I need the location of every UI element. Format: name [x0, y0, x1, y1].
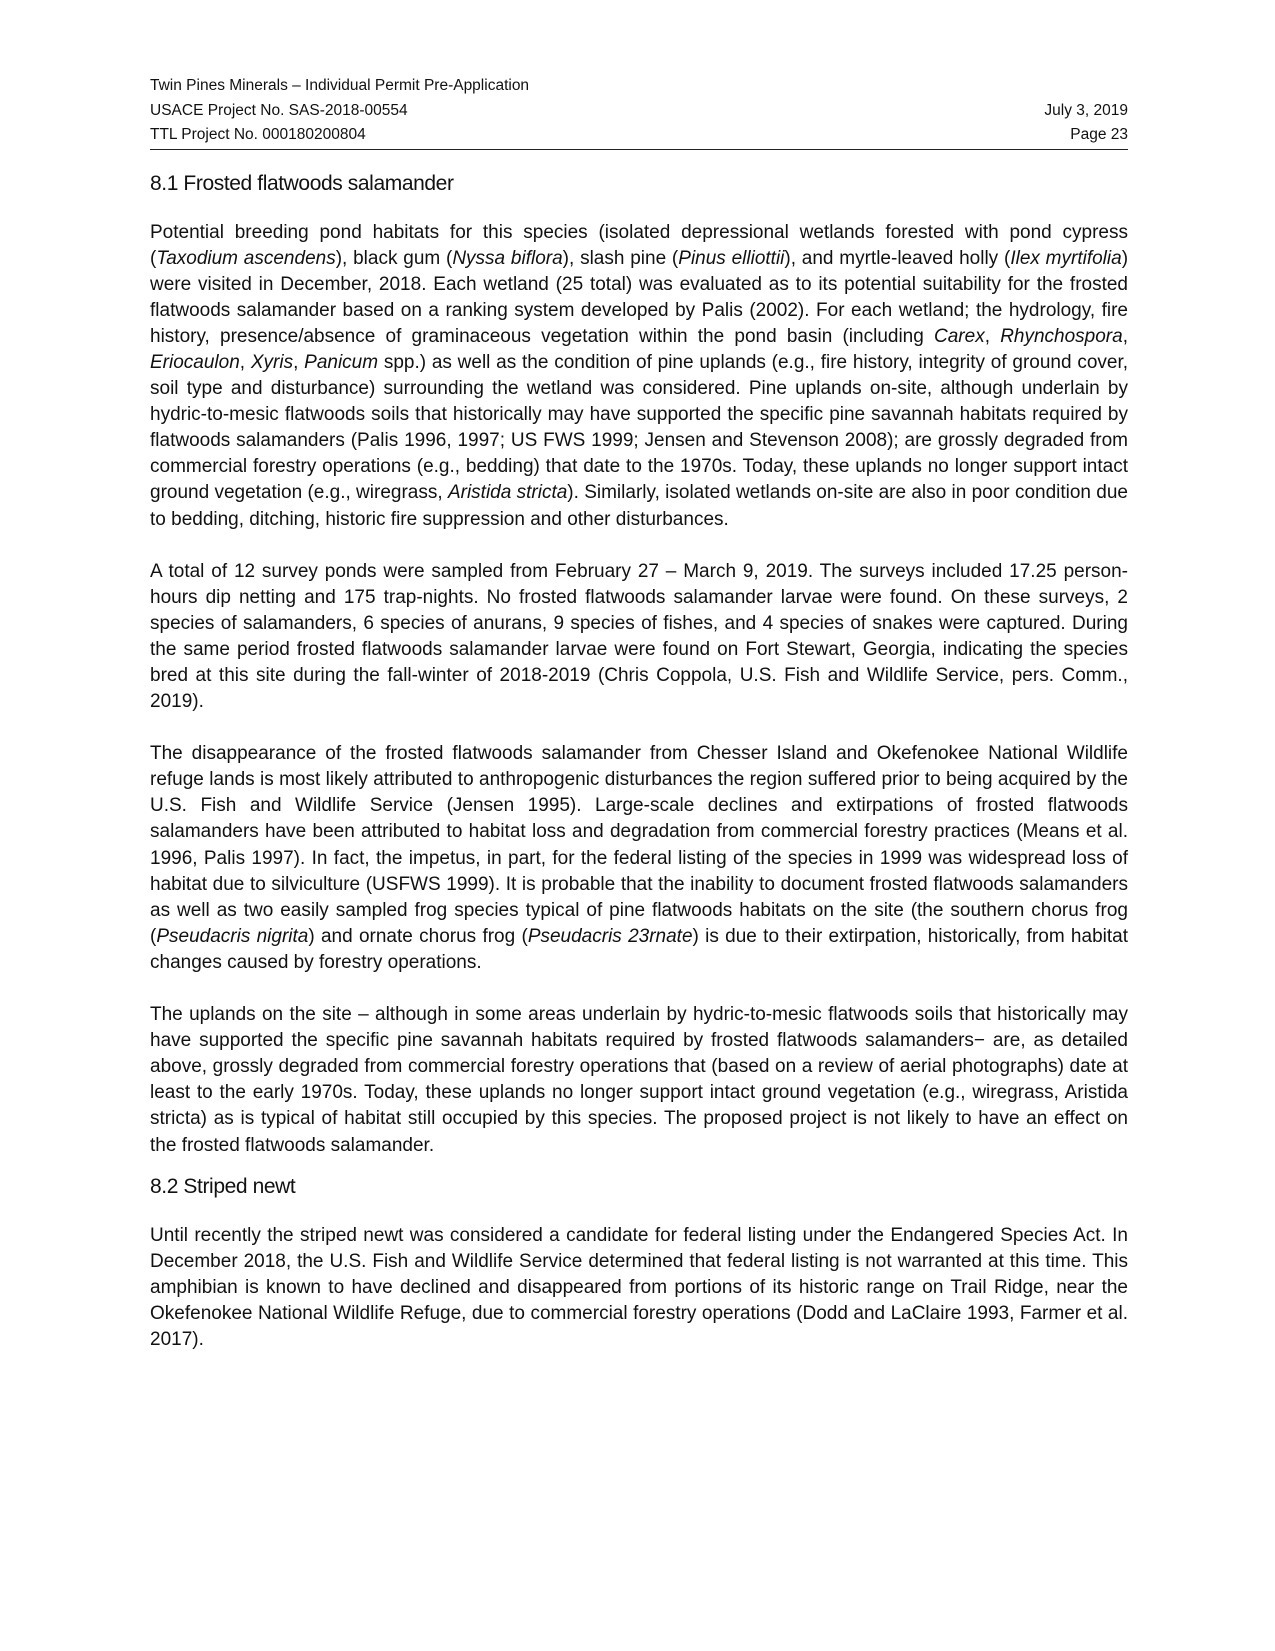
header-row-2 [150, 99, 1128, 124]
page-header [150, 74, 1128, 150]
header-row-1 [150, 74, 1128, 99]
genus-name: Xyris [250, 351, 294, 373]
header-row-3 [150, 123, 1128, 148]
paragraph-uplands-conclusion: The uplands on the site – although in some areas underlain by hydric-to-mesic flatwoods soils that historically may have supported the specific pine savannah habitats required by frosted flatwoods salamanders− are, as detailed above, grossly degraded from commercial forestry operations that (based on a review of aerial photographs) date at least to the early 1970s. Today, these uplands no longer support intact ground vegetation (e.g., wiregrass, Aristida stricta) as is typical of habitat still occupied by this species. The proposed project is not likely to have an effect on the frosted flatwoods salamander. [150, 1004, 1128, 1156]
header-page-number: Page 23 [1070, 126, 1128, 143]
genus-name: Carex [934, 325, 985, 347]
paragraph-striped-newt: Until recently the striped newt was considered a candidate for federal listing under the Endangered Species Act. In December 2018, the U.S. Fish and Wildlife Service determined that federal listing is not warranted at this time. This amphibian is known to have declined and disappeared from portions of its historic range on Trail Ridge, near the Okefenokee National Wildlife Refuge, due to commercial forestry operations (Dodd and LaClaire 1993, Farmer et al. 2017). [150, 1224, 1128, 1350]
text-run: The disappearance of the frosted flatwoods salamander from Chesser Island and Okefenokee National Wildlife refuge lands is most likely attributed to anthropogenic disturbances the region suffered prior to being acquired by the U.S. Fish and Wildlife Service (Jensen 1995). Large-scale declines and extirpations of frosted flatwoods salamanders have been attributed to habitat loss and degradation from commercial forestry practices (Means et al. 1996, Palis 1997). In fact, the impetus, in part, for the federal listing of the species in 1999 was widespread loss of habitat due to silviculture (USFWS 1999). It is probable that the inability to document frosted flatwoods salamanders as well as two easily sampled frog species typical of pine flatwoods habitats on the site (the southern chorus frog ( [150, 743, 1128, 947]
genus-name: Rhynchospora [1000, 325, 1123, 347]
text-run: ) and ornate chorus frog ( [308, 925, 528, 947]
species-name: Taxodium ascendens [156, 247, 336, 269]
species-name: Pseudacris nigrita [156, 925, 309, 947]
section-heading-striped-newt: 8.2 Striped newt [150, 1174, 296, 1198]
document-page [150, 74, 1128, 1353]
paragraph-disappearance [150, 741, 1128, 976]
header-project-title: Twin Pines Minerals – Individual Permit Pre-Application [150, 77, 530, 94]
text-run: ), slash pine ( [562, 247, 679, 269]
genus-name: Eriocaulon [150, 351, 240, 373]
paragraph-breeding-pond-habitats [150, 220, 1128, 533]
paragraph-survey-results: A total of 12 survey ponds were sampled from February 27 – March 9, 2019. The surveys included 17.25 person-hours dip netting and 175 trap-nights. No frosted flatwoods salamander larvae were found. On these surveys, 2 species of salamanders, 6 species of anurans, 9 species of fishes, and 4 species of snakes were captured. During the same period frosted flatwoods salamander larvae were found on Fort Stewart, Georgia, indicating the species bred at this site during the fall-winter of 2018-2019 (Chris Coppola, U.S. Fish and Wildlife Service, pers. Comm., 2019). [150, 560, 1128, 713]
text-run: Potential breeding pond habitats for this species (isolated depressional wetlands forested with pond cypress ( [150, 221, 1128, 269]
header-ttl-number: TTL Project No. 000180200804 [150, 126, 366, 143]
text-run: ) were visited in December, 2018. Each wetland (25 total) was evaluated as to its potential suitability for the frosted flatwoods salamander based on a ranking system developed by Palis (2002). For each wetland; the hydrology, fire history, presence/absence of graminaceous vegetation within the pond basin (including [150, 247, 1129, 347]
text-run: , [1122, 325, 1128, 347]
genus-name: Panicum [304, 351, 379, 373]
text-run: ) is due to their extirpation, historically, from habitat changes caused by forestry operations. [150, 925, 1128, 973]
species-name: Pseudacris 23rnate [527, 925, 693, 947]
species-name: Ilex myrtifolia [1010, 247, 1122, 269]
text-run: ), and myrtle-leaved holly ( [784, 247, 1011, 269]
species-name: Aristida stricta [447, 482, 568, 504]
text-run: , [984, 325, 1001, 347]
text-run: ). Similarly, isolated wetlands on-site are also in poor condition due to bedding, ditching, historic fire suppression and other disturbances. [150, 482, 1129, 530]
species-name: Pinus elliottii [678, 247, 785, 269]
species-name: Nyssa biflora [452, 247, 563, 269]
header-date: July 3, 2019 [1044, 101, 1128, 119]
text-run: , [293, 351, 305, 373]
text-run: spp.) as well as the condition of pine uplands (e.g., fire history, integrity of ground cover, soil type and disturbance) surrounding the wetland was considered. Pine uplands on-site, although underlain by hydric-to-mesic flatwoods soils that historically may have supported the specific pine savannah habitats required by flatwoods salamanders (Palis 1996, 1997; US FWS 1999; Jensen and Stevenson 2008); are grossly degraded from commercial forestry operations (e.g., bedding) that date to the 1970s. Today, these uplands no longer support intact ground vegetation (e.g., wiregrass, [150, 351, 1129, 504]
section-heading-frosted-flatwoods-salamander: 8.1 Frosted flatwoods salamander [150, 171, 454, 195]
header-usace-number: USACE Project No. SAS-2018-00554 [150, 101, 408, 119]
text-run: , [239, 351, 251, 373]
text-run: ), black gum ( [335, 247, 453, 269]
